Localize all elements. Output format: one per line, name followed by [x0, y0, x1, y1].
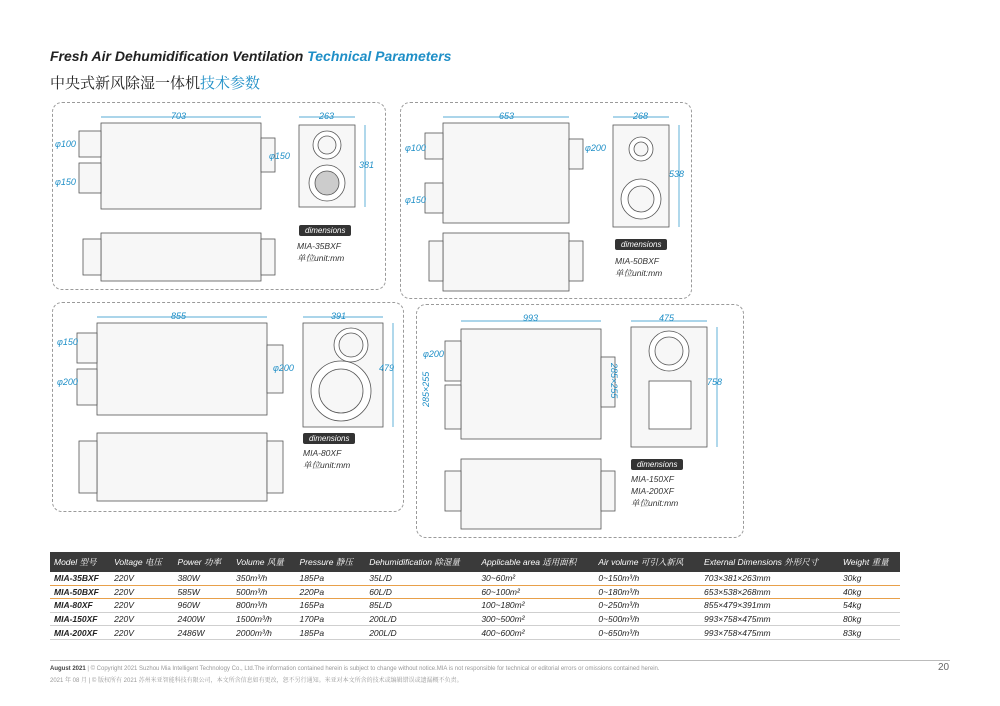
dimensions-tag: dimensions: [299, 225, 351, 236]
cell-model: MIA-150XF: [50, 612, 110, 626]
cell-air-volume: 0~150m³/h: [594, 572, 700, 585]
cell-weight: 83kg: [839, 626, 900, 640]
cell-model: MIA-80XF: [50, 599, 110, 613]
unit-drawing-150xf: [417, 305, 743, 537]
model-caption: [631, 473, 678, 509]
cell-dehumidification: 60L/D: [365, 585, 477, 599]
header-voltage: Voltage 电压: [110, 552, 173, 572]
cell-model: MIA-50BXF: [50, 585, 110, 599]
cell-air-volume: 0~180m³/h: [594, 585, 700, 599]
cell-dehumidification: 200L/D: [365, 626, 477, 640]
cell-power: 585W: [174, 585, 232, 599]
dim-rect-a: 285×255: [421, 371, 431, 407]
cell-volume: 2000m³/h: [232, 626, 295, 640]
footer-date: August 2021: [50, 666, 86, 672]
header-model: Model 型号: [50, 552, 110, 572]
table-row: [50, 599, 900, 613]
cell-dimensions: 993×758×475mm: [700, 612, 839, 626]
model-caption: [615, 255, 662, 279]
cell-voltage: 220V: [110, 626, 173, 640]
unit-label: 单位unit:mm: [631, 498, 679, 508]
header-dehumidification: Dehumidification 除湿量: [365, 552, 477, 572]
cell-voltage: 220V: [110, 572, 173, 585]
cell-area: 400~600m²: [477, 626, 594, 640]
cell-power: 2400W: [174, 612, 232, 626]
cell-area: 100~180m²: [477, 599, 594, 613]
header-power: Power 功率: [174, 552, 232, 572]
spec-header-row: [50, 552, 900, 572]
cell-voltage: 220V: [110, 612, 173, 626]
dim-duct-bottom: φ200: [57, 377, 78, 387]
dim-depth: 263: [319, 111, 335, 121]
model-name-2: MIA-200XF: [631, 486, 674, 496]
table-row: [50, 612, 900, 626]
model-name: MIA-150XF: [631, 474, 674, 484]
header-air-volume: Air volume 可引入新风: [594, 552, 700, 572]
header-pressure: Pressure 静压: [295, 552, 365, 572]
dim-duct-side: φ150: [269, 151, 290, 161]
dim-depth: 475: [659, 313, 675, 323]
cell-weight: 80kg: [839, 612, 900, 626]
model-caption: [303, 447, 350, 471]
cell-pressure: 185Pa: [295, 626, 365, 640]
header-dimensions: External Dimensions 外形尺寸: [700, 552, 839, 572]
table-row: [50, 572, 900, 585]
header-volume: Volume 风量: [232, 552, 295, 572]
dim-duct-top: φ100: [55, 139, 76, 149]
cell-power: 2486W: [174, 626, 232, 640]
cell-voltage: 220V: [110, 585, 173, 599]
cell-dehumidification: 85L/D: [365, 599, 477, 613]
dim-width: 703: [171, 111, 187, 121]
cell-weight: 40kg: [839, 585, 900, 599]
title-cn-accent: 技术参数: [200, 75, 261, 92]
dimensions-tag: dimensions: [615, 239, 667, 250]
dim-rect-b: 285×255: [609, 363, 619, 399]
dim-height: 538: [669, 169, 685, 179]
dim-height: 479: [379, 363, 395, 373]
cell-dehumidification: 200L/D: [365, 612, 477, 626]
unit-label: 单位unit:mm: [297, 253, 345, 263]
panel-mia-80xf: [52, 302, 404, 512]
model-name: MIA-50BXF: [615, 256, 659, 266]
footer-copyright-en-text: | © Copyright 2021 Suzhou Mia Intelligent Technology Co., Ltd.The information contained herein is subject to change without notice.MIA is not responsible for technical or editorial errors or omissions contained herein.: [85, 666, 660, 672]
dim-width: 653: [499, 111, 515, 121]
dim-width: 993: [523, 313, 539, 323]
cell-dimensions: 855×479×391mm: [700, 599, 839, 613]
header-weight: Weight 重量: [839, 552, 900, 572]
cell-air-volume: 0~650m³/h: [594, 626, 700, 640]
dim-height: 758: [707, 377, 723, 387]
title-cn-main: 中央式新风除湿一体机: [50, 75, 201, 92]
cell-power: 960W: [174, 599, 232, 613]
cell-pressure: 220Pa: [295, 585, 365, 599]
cell-volume: 1500m³/h: [232, 612, 295, 626]
model-caption: [297, 240, 344, 264]
spec-table: [50, 552, 900, 640]
dim-duct-top: φ100: [405, 143, 426, 153]
unit-label: 单位unit:mm: [615, 268, 663, 278]
unit-drawing-80xf: [53, 303, 403, 511]
cell-power: 380W: [174, 572, 232, 585]
dim-duct-bottom: φ150: [55, 177, 76, 187]
page-title-cn: [50, 72, 260, 93]
cell-model: MIA-35BXF: [50, 572, 110, 585]
cell-area: 30~60m²: [477, 572, 594, 585]
cell-dimensions: 703×381×263mm: [700, 572, 839, 585]
dimensions-tag: dimensions: [303, 433, 355, 444]
title-en-main: Fresh Air Dehumidification Ventilation: [50, 48, 304, 64]
cell-air-volume: 0~250m³/h: [594, 599, 700, 613]
page-title-en: [50, 48, 451, 64]
footer-copyright-en: [50, 666, 660, 672]
cell-pressure: 170Pa: [295, 612, 365, 626]
panel-mia-50bxf: [400, 102, 692, 299]
panel-mia-35bxf: [52, 102, 386, 290]
cell-volume: 800m³/h: [232, 599, 295, 613]
title-en-accent: Technical Parameters: [307, 48, 452, 64]
cell-dimensions: 653×538×268mm: [700, 585, 839, 599]
dim-duct-top: φ150: [57, 337, 78, 347]
cell-weight: 54kg: [839, 599, 900, 613]
dim-duct-side: φ200: [585, 143, 606, 153]
cell-model: MIA-200XF: [50, 626, 110, 640]
dim-depth: 268: [633, 111, 649, 121]
cell-area: 60~100m²: [477, 585, 594, 599]
cell-pressure: 165Pa: [295, 599, 365, 613]
table-row: [50, 626, 900, 640]
dim-duct-side: φ200: [273, 363, 294, 373]
panel-mia-150xf-200xf: [416, 304, 744, 538]
cell-dehumidification: 35L/D: [365, 572, 477, 585]
dim-duct-bottom: φ150: [405, 195, 426, 205]
dim-height: 381: [359, 160, 375, 170]
cell-weight: 30kg: [839, 572, 900, 585]
dim-duct-top: φ200: [423, 349, 444, 359]
cell-air-volume: 0~500m³/h: [594, 612, 700, 626]
cell-dimensions: 993×758×475mm: [700, 626, 839, 640]
cell-volume: 500m³/h: [232, 585, 295, 599]
dim-depth: 391: [331, 311, 347, 321]
dimensions-tag: dimensions: [631, 459, 683, 470]
table-row: [50, 585, 900, 599]
cell-voltage: 220V: [110, 599, 173, 613]
header-area: Applicable area 适用面积: [477, 552, 594, 572]
cell-volume: 350m³/h: [232, 572, 295, 585]
dim-width: 855: [171, 311, 187, 321]
cell-pressure: 185Pa: [295, 572, 365, 585]
model-name: MIA-80XF: [303, 448, 342, 458]
model-name: MIA-35BXF: [297, 241, 341, 251]
footer-divider: [50, 660, 950, 661]
footer-copyright-cn: 2021 年 08 月 | © 版权所有 2021 苏州米亚智能科技有限公司，本文所含信息如有更改，恕不另行通知。米亚对本文所含的技术或编辑错误或遗漏概不负责。: [50, 678, 463, 684]
page-number: 20: [938, 662, 950, 673]
unit-label: 单位unit:mm: [303, 460, 351, 470]
cell-area: 300~500m²: [477, 612, 594, 626]
